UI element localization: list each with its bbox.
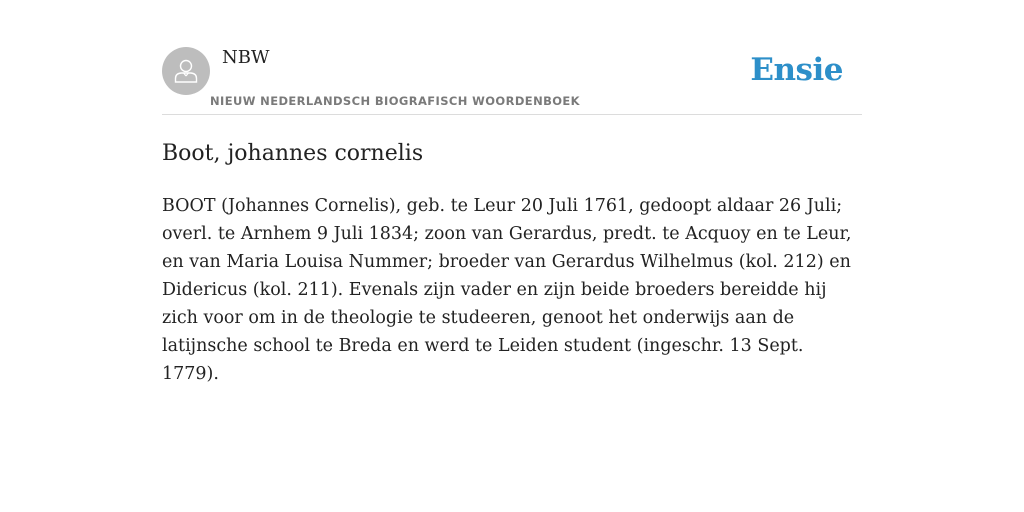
avatar[interactable] bbox=[162, 47, 210, 95]
source-header bbox=[162, 47, 862, 115]
article-title: Boot, johannes cornelis bbox=[162, 141, 424, 166]
author-name[interactable]: NBW bbox=[222, 47, 270, 68]
article-body: BOOT (Johannes Cornelis), geb. te Leur 20 Juli 1761, gedoopt aldaar 26 Juli; overl. te Arnhem 9 Juli 1834; zoon van Gerardus, predt. te Acquoy en te Leur, en van Maria Louisa Nummer; broeder van Gerardus Wilhelmus (kol. 212) en Didericus (kol. 211). Evenals zijn vader en zijn beide broeders bereidde hij zich voor om in de theologie te studeeren, genoot het onderwijs aan de latijnsche school te Breda en werd te Leiden student (ingeschr. 13 Sept. 1779). bbox=[162, 196, 852, 384]
source-title[interactable]: NIEUW NEDERLANDSCH BIOGRAFISCH WOORDENBOEK bbox=[210, 94, 580, 108]
brand-logo[interactable]: Ensie bbox=[750, 52, 843, 88]
user-icon bbox=[171, 56, 201, 86]
